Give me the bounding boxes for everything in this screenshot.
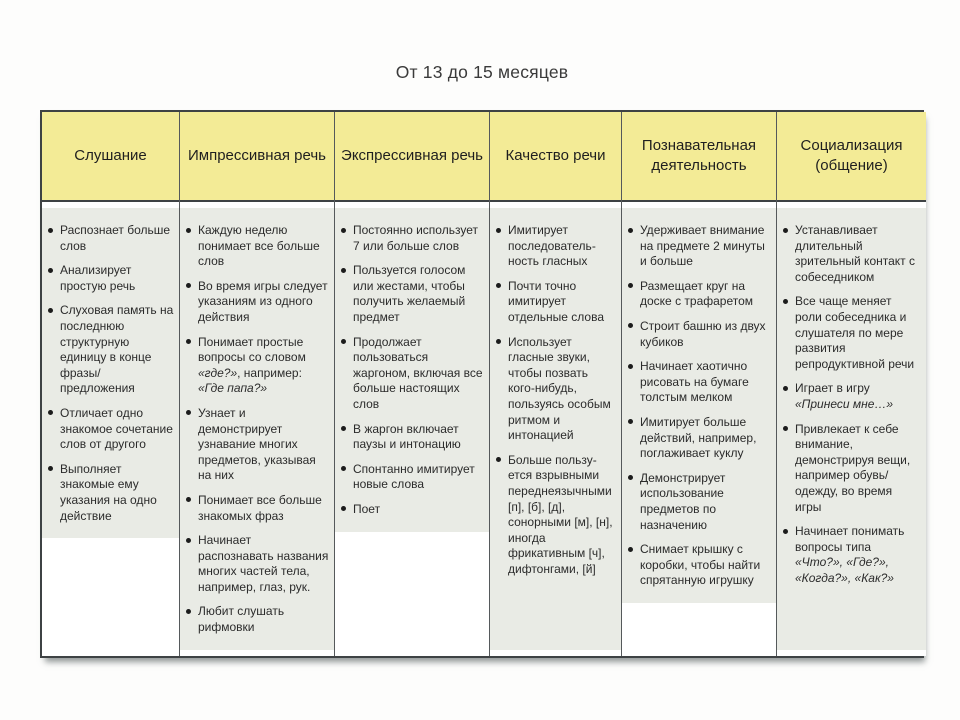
item-text: , например: (237, 365, 302, 380)
item-text: Узнает и демонстрирует узнавание многих предметов, указывая на них (198, 405, 316, 483)
bullet-icon (186, 410, 191, 415)
list-item (627, 542, 771, 589)
item-text: Все чаще меняет роли собеседника и слушателя по мере развития репродуктивной речи (795, 294, 915, 371)
item-text: Больше пользуется взрывными переднеязычными [п], [б], [д], сонорными [м], [н], иногда фрикативным [ч], дифтонгами, [й] (508, 452, 613, 576)
list-item (47, 406, 174, 453)
list-item (627, 279, 771, 310)
table-column-5 (622, 112, 777, 656)
item-text: Каждую неделю понимает все больше слов (198, 223, 320, 269)
bullet-icon (783, 228, 788, 233)
item-text: Имитирует последовательность гласных (508, 223, 596, 269)
milestones-table (40, 110, 924, 658)
list-item (782, 223, 921, 285)
item-text: Любит слушать рифмовки (198, 604, 285, 635)
item-text: Размещает круг на доске с трафаретом (640, 278, 754, 309)
bullet-icon (341, 268, 346, 273)
item-text-italic: «Что?», «Где?», «Когда?», «Как?» (795, 555, 894, 585)
bullet-icon (496, 283, 501, 288)
list-item (495, 335, 616, 444)
column-body-shading (42, 208, 179, 538)
bullet-icon (48, 308, 53, 313)
list-item (782, 294, 921, 372)
item-text: Понимает все больше знакомых фраз (198, 492, 322, 523)
table-column-2 (180, 112, 335, 656)
item-text: В жаргон включает паузы и интонацию (353, 421, 461, 452)
column-body (777, 202, 926, 656)
list-item (495, 223, 616, 270)
list-item (340, 502, 484, 518)
bullet-icon (48, 466, 53, 471)
bullet-icon (186, 609, 191, 614)
bullet-icon (628, 323, 633, 328)
item-text: Использует гласные звуки, чтобы позвать кого-нибудь, пользуясь особым ритмом и интонацией (508, 334, 611, 443)
column-body-shading (490, 208, 621, 650)
item-text: Распознает больше слов (60, 223, 171, 253)
bullet-icon (48, 410, 53, 415)
bullet-icon (186, 497, 191, 502)
milestone-list (627, 223, 771, 589)
milestone-list (495, 223, 616, 577)
list-item (627, 223, 771, 270)
item-text: Удерживает внимание на предмете 2 минуты и больше (640, 223, 765, 269)
item-text: Почти точно имитирует отдельные слова (508, 278, 605, 324)
column-body-shading (777, 208, 926, 650)
list-item (495, 453, 616, 578)
bullet-icon (783, 426, 788, 431)
table-column-3 (335, 112, 490, 656)
item-text: Начинает хаотично рисовать на бумаге толстым мелком (640, 359, 749, 405)
item-text-italic: «Принеси мне…» (795, 396, 894, 411)
bullet-icon (186, 228, 191, 233)
list-item (185, 533, 329, 595)
column-header: Экспрессивная речь (335, 112, 489, 202)
item-text: Продолжает пользоваться жаргоном, включая все больше настоящих слов (353, 334, 483, 411)
list-item (627, 471, 771, 533)
list-item (495, 279, 616, 326)
list-item (185, 604, 329, 635)
item-text: Поет (353, 501, 381, 516)
bullet-icon (628, 364, 633, 369)
bullet-icon (341, 339, 346, 344)
bullet-icon (186, 538, 191, 543)
list-item (47, 263, 174, 294)
item-text: Строит башню из двух кубиков (640, 318, 766, 349)
list-item (627, 359, 771, 406)
list-item (47, 223, 174, 254)
bullet-icon (341, 228, 346, 233)
list-item (340, 223, 484, 254)
bullet-icon (48, 228, 53, 233)
list-item (340, 335, 484, 413)
item-text: Постоянно использует 7 или больше слов (353, 223, 478, 253)
bullet-icon (628, 419, 633, 424)
item-text: Демонстрирует использование предметов по назначению (640, 470, 726, 532)
column-header: Познавательная деятельность (622, 112, 776, 202)
milestone-list (782, 223, 921, 586)
bullet-icon (341, 506, 346, 511)
milestone-list (340, 223, 484, 518)
list-item (47, 303, 174, 397)
bullet-icon (186, 339, 191, 344)
column-header: Импрессивная речь (180, 112, 334, 202)
table-column-4 (490, 112, 622, 656)
item-text: Имитирует больше действий, например, поглаживает куклу (640, 414, 757, 461)
bullet-icon (341, 466, 346, 471)
item-text: Устанавливает длительный зрительный контакт с собеседником (795, 223, 915, 284)
item-text: Выполняет знакомые ему указания на одно действие (60, 461, 157, 523)
list-item (627, 319, 771, 350)
column-body-shading (335, 208, 489, 532)
item-text: Понимает простые вопросы со словом (198, 334, 306, 365)
milestone-list (185, 223, 329, 636)
column-body (490, 202, 621, 656)
milestone-list (47, 223, 174, 524)
bullet-icon (628, 283, 633, 288)
item-text: Начинает понимать вопросы типа (795, 524, 905, 554)
column-body (335, 202, 489, 656)
list-item (782, 524, 921, 586)
table-column-1 (42, 112, 180, 656)
list-item (782, 422, 921, 516)
column-header: Слушание (42, 112, 179, 202)
item-text: Начинает распознавать названия многих частей тела, например, глаз, рук. (198, 533, 329, 594)
item-text: Пользуется голосом или жестами, чтобы получить желаемый предмет (353, 263, 466, 324)
item-text: Снимает крышку с коробки, чтобы найти спрятанную игрушку (640, 542, 761, 588)
column-body (622, 202, 776, 656)
bullet-icon (341, 426, 346, 431)
item-text-italic: «где?» (198, 365, 238, 380)
list-item (340, 422, 484, 453)
bullet-icon (628, 475, 633, 480)
bullet-icon (783, 299, 788, 304)
list-item (185, 279, 329, 326)
bullet-icon (628, 547, 633, 552)
list-item (185, 493, 329, 524)
bullet-icon (783, 529, 788, 534)
item-text: Спонтанно имитирует новые слова (353, 461, 475, 492)
list-item (627, 415, 771, 462)
bullet-icon (783, 386, 788, 391)
list-item (340, 462, 484, 493)
column-header: Социализация (общение) (777, 112, 926, 202)
item-text: Во время игры следует указаниям из одного действия (198, 278, 328, 324)
bullet-icon (496, 339, 501, 344)
page-title: От 13 до 15 месяцев (395, 62, 569, 82)
bullet-icon (186, 283, 191, 288)
column-body-shading (622, 208, 776, 603)
column-body (42, 202, 179, 656)
bullet-icon (628, 228, 633, 233)
item-text: Привлекает к себе внимание, демонстрируя вещи, например обувь/​одежду, во время игры (795, 421, 911, 514)
column-body (180, 202, 334, 656)
item-text: Играет в игру (795, 381, 870, 396)
column-header: Качество речи (490, 112, 621, 202)
list-item (185, 335, 329, 397)
list-item (47, 462, 174, 524)
table-column-6 (777, 112, 926, 656)
list-item (782, 381, 921, 412)
item-text: Анализирует простую речь (60, 263, 136, 293)
bullet-icon (496, 457, 501, 462)
list-item (340, 263, 484, 325)
bullet-icon (48, 268, 53, 273)
item-text-italic: «Где папа?» (198, 381, 268, 396)
item-text: Слуховая память на последнюю структурную единицу в конце фразы/​предложения (60, 303, 174, 396)
list-item (185, 406, 329, 484)
column-body-shading (180, 208, 334, 650)
bullet-icon (496, 228, 501, 233)
item-text: Отличает одно знакомое сочетание слов от другого (60, 405, 173, 452)
list-item (185, 223, 329, 270)
